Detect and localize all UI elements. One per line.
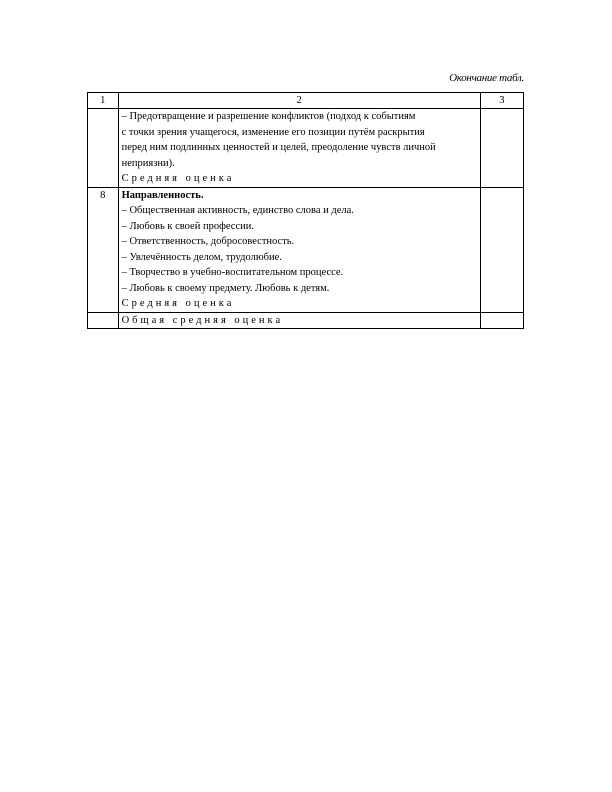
evaluation-table	[87, 92, 524, 329]
score-cell	[480, 109, 523, 188]
table-continuation-caption: Окончание табл.	[449, 72, 524, 84]
criteria-line: – Общественная активность, единство слова и дела.	[121, 205, 354, 216]
criteria-line: – Любовь к своему предмету. Любовь к детям.	[121, 282, 330, 294]
score-cell	[480, 187, 523, 312]
criteria-line: неприязни).	[121, 157, 175, 169]
score-cell	[480, 312, 523, 329]
table-header-row	[88, 93, 524, 109]
row-number	[88, 312, 119, 329]
row-number: 8	[88, 187, 119, 312]
average-score-label: Средняя оценка	[121, 298, 235, 309]
header-col-3: 3	[480, 93, 523, 109]
criteria-line: перед ним подлинных ценностей и целей, преодоление чувств личной	[121, 142, 436, 153]
criteria-line: с точки зрения учащегося, изменение его позиции путём раскрытия	[121, 126, 425, 138]
criteria-line: – Ответственность, добросовестность.	[121, 236, 295, 247]
row-number	[88, 109, 119, 188]
table-row	[88, 109, 524, 188]
total-row	[88, 312, 524, 329]
criteria-line: – Творчество в учебно-воспитательном процессе.	[121, 267, 344, 278]
criteria-cell	[118, 109, 480, 188]
table-row	[88, 187, 524, 312]
criteria-cell	[118, 187, 480, 312]
criteria-line: – Увлечённость делом, трудолюбие.	[121, 251, 282, 263]
section-title: Направленность.	[121, 189, 204, 201]
average-score-label: Средняя оценка	[121, 173, 235, 184]
criteria-line: – Предотвращение и разрешение конфликтов (подход к событиям	[121, 111, 416, 122]
header-col-1: 1	[88, 93, 119, 109]
header-col-2: 2	[118, 93, 480, 109]
overall-average-label: Общая средняя оценка	[118, 312, 480, 329]
criteria-line: – Любовь к своей профессии.	[121, 220, 254, 232]
